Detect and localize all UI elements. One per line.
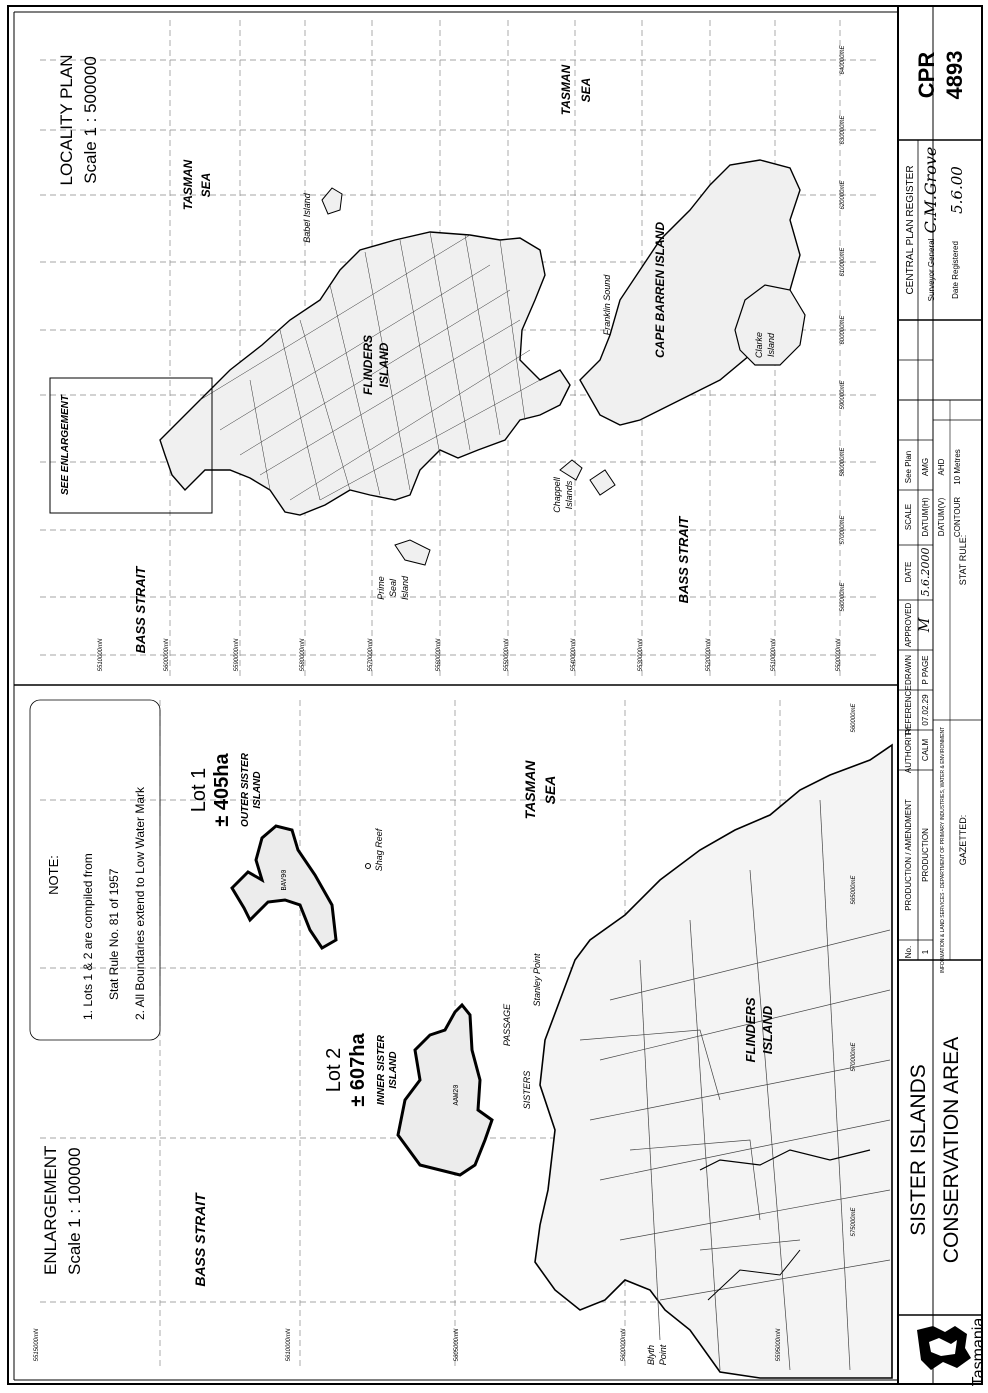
locality-tasman-left-1: TASMAN	[181, 159, 195, 211]
locality-bass-strait-top: BASS STRAIT	[133, 566, 148, 654]
locality-tasman-right-1: TASMAN	[559, 64, 573, 116]
table-cell-drawn: P PAGE	[921, 655, 930, 685]
locality-grid-e: 600000mE	[840, 315, 846, 345]
tasman-sea-label-1: TASMAN	[522, 760, 538, 820]
table-header-approved: APPROVED	[904, 602, 913, 648]
datum-v-label: DATUM(V)	[937, 497, 946, 537]
lot-2-label: Lot 2	[323, 1047, 345, 1093]
enlargement-title: ENLARGEMENT	[41, 1145, 60, 1275]
sisters-passage-label-2: PASSAGE	[502, 1003, 512, 1047]
locality-grid-n: 5520000mN	[706, 638, 712, 672]
sisters-passage-label-1: SISTERS	[522, 1070, 532, 1110]
title-line-2: CONSERVATION AREA	[940, 1036, 963, 1264]
tasmania-logo-icon	[917, 1318, 987, 1387]
babel-island	[322, 188, 342, 214]
register-label: CENTRAL PLAN REGISTER	[905, 165, 916, 295]
locality-prime-seal-3: Island	[400, 575, 410, 601]
enlargement-map	[30, 700, 892, 1378]
note-item-1-cont: Stat Rule No. 81 of 1957	[107, 868, 121, 1000]
cpr-number: 4893	[942, 50, 967, 100]
approved-signature: M	[917, 617, 933, 633]
grid-label-n: 5595000mN	[776, 1328, 782, 1362]
grid-label-e: 575000mE	[851, 1207, 857, 1237]
locality-flinders-1: FLINDERS	[361, 335, 375, 395]
outer-sister-code: BAV90	[281, 869, 289, 891]
datum-v-value: AHD	[937, 458, 946, 476]
locality-tasman-left-2: SEA	[199, 172, 213, 198]
enlargement-scale: Scale 1 : 100000	[65, 1147, 84, 1275]
datum-h-label: DATUM(H)	[921, 497, 930, 537]
locality-grid-e: 640000mE	[840, 45, 846, 75]
grid-label-n: 5610000mN	[286, 1328, 292, 1362]
lot-1-area: ± 405ha	[211, 753, 233, 827]
note-item-1: 1. Lots 1 & 2 are compiled from	[81, 853, 95, 1020]
locality-grid-n: 5510000mN	[771, 638, 777, 672]
table-header-authority: AUTHORITY	[904, 726, 913, 774]
locality-grid-n: 5560000mN	[436, 638, 442, 672]
locality-grid-e: 580000mE	[840, 447, 846, 477]
locality-grid-e: 620000mE	[840, 180, 846, 210]
locality-clarke-1: Clarke	[754, 331, 764, 359]
inner-sister-code: AAW20	[453, 1084, 461, 1106]
table-header-reference: REFERENCE	[904, 685, 913, 735]
locality-grid-e: 630000mE	[840, 115, 846, 145]
note-item-2: 2. All Boundaries extend to Low Water Mark	[133, 786, 147, 1020]
grid-label-n: 5605000mN	[454, 1328, 460, 1362]
locality-babel: Babel Island	[302, 193, 312, 243]
table-header-drawn: DRAWN	[904, 655, 913, 685]
locality-grid-n: 5510000mN	[98, 638, 104, 672]
stat-rule-label: STAT RULE:	[958, 534, 968, 586]
shag-reef-label: Shag Reef	[374, 828, 384, 872]
locality-grid-e: 570000mE	[840, 515, 846, 545]
table-cell-reference: 07.02.29	[921, 694, 930, 726]
bass-strait-label: BASS STRAIT	[192, 1193, 208, 1287]
locality-map	[40, 20, 880, 680]
shag-reef-marker-icon	[366, 864, 371, 869]
table-header-production: PRODUCTION / AMENDMENT	[904, 799, 913, 911]
locality-clarke-2: Island	[766, 332, 776, 358]
outer-sister-label-1: OUTER SISTER	[240, 753, 251, 827]
title-block	[898, 6, 987, 1386]
table-header-date: DATE	[904, 561, 913, 583]
locality-grid-n: 5590000mN	[234, 638, 240, 672]
surveyor-signature: C.M.Grove	[921, 146, 940, 234]
locality-grid-n: 5540000mN	[571, 638, 577, 672]
locality-flinders-2: ISLAND	[377, 342, 391, 388]
tasman-sea-label-2: SEA	[542, 775, 558, 805]
table-cell-scale: See Plan	[904, 450, 913, 484]
grid-label-e: 570000mE	[851, 1042, 857, 1072]
datum-h-value: AMG	[921, 457, 930, 477]
locality-grid-e: 590000mE	[840, 380, 846, 410]
lot-2-area: ± 607ha	[347, 1033, 369, 1107]
blyth-point-label-2: Point	[658, 1344, 668, 1366]
date-registered-value: 5.6.00	[948, 166, 966, 214]
outer-sister-label-2: ISLAND	[252, 771, 263, 809]
locality-cape-barren: CAPE BARREN ISLAND	[653, 221, 667, 359]
inner-sister-island-lot-2	[398, 1005, 492, 1175]
grid-label-e: 565000mE	[851, 875, 857, 905]
contour-value: 10 Metres	[953, 449, 962, 485]
table-cell-no: 1	[921, 949, 930, 955]
lot-1-label: Lot 1	[188, 767, 210, 813]
title-line-1: SISTER ISLANDS	[907, 1064, 930, 1236]
locality-title: LOCALITY PLAN	[57, 54, 76, 186]
locality-franklin-sound: Franklin Sound	[602, 274, 612, 336]
surveyor-general-label: Surveyor General	[927, 238, 936, 302]
locality-grid-n: 5500000mN	[836, 638, 842, 672]
gazetted-label: GAZETTED:	[958, 814, 968, 866]
table-cell-authority: CALM	[921, 738, 930, 762]
grid-label-e: 560000mE	[851, 703, 857, 733]
agency-name: Tasmania	[970, 1317, 987, 1387]
table-header-scale: SCALE	[904, 503, 913, 531]
grid-label-n: 5515000mN	[34, 1328, 40, 1362]
grid-label-n: 5600000mN	[621, 1328, 627, 1362]
contour-label: CONTOUR	[953, 496, 962, 538]
cpr-label: CPR	[914, 51, 939, 99]
flinders-island-label-1: FLINDERS	[743, 997, 758, 1063]
blyth-point-label-1: Blyth	[646, 1344, 656, 1366]
note-title: NOTE:	[46, 855, 61, 895]
inner-sister-label-2: ISLAND	[388, 1051, 399, 1089]
table-cell-production: PRODUCTION	[921, 828, 930, 882]
locality-bass-strait-bottom: BASS STRAIT	[676, 516, 691, 604]
locality-grid-n: 5570000mN	[368, 638, 374, 672]
locality-grid-n: 5550000mN	[504, 638, 510, 672]
locality-prime-seal-1: Prime	[376, 576, 386, 600]
stanley-point-label: Stanley Point	[532, 953, 542, 1007]
flinders-island-coastline	[535, 745, 892, 1378]
locality-grid-n: 5530000mN	[638, 638, 644, 672]
table-cell-date: 5.6.2000	[919, 547, 932, 597]
locality-prime-seal-2: Seal	[388, 578, 398, 598]
see-enlargement-label: SEE ENLARGEMENT	[60, 394, 71, 496]
locality-tasman-right-2: SEA	[579, 77, 593, 103]
locality-grid-e: 560000mE	[840, 582, 846, 612]
locality-scale: Scale 1 : 500000	[81, 56, 100, 184]
footer-agency-text: INFORMATION & LAND SERVICES - DEPARTMENT OF PRIMARY INDUSTRIES, WATER & ENVIRONMENT	[940, 726, 946, 974]
locality-chappell-2: Islands	[564, 480, 574, 510]
locality-grid-n: 5580000mN	[300, 638, 306, 672]
flinders-island-label-2: ISLAND	[760, 1005, 775, 1055]
table-header-no: No.	[904, 945, 913, 959]
locality-grid-e: 610000mE	[840, 247, 846, 277]
date-registered-label: Date Registered	[951, 241, 960, 299]
locality-chappell-1: Chappell	[552, 477, 562, 513]
inner-sister-label-1: INNER SISTER	[376, 1034, 387, 1106]
locality-grid-n: 5600000mN	[164, 638, 170, 672]
